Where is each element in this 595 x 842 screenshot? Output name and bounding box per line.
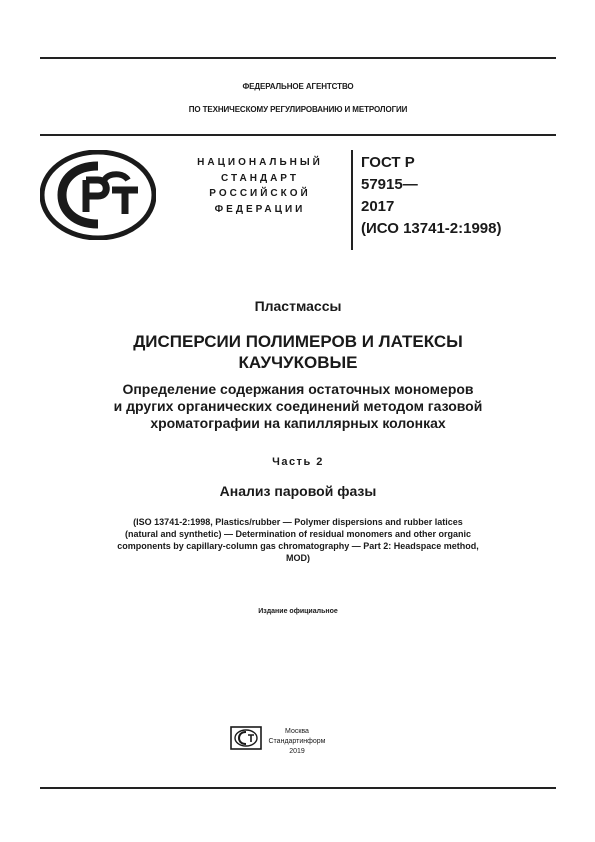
national-line: РОССИЙСКОЙ (209, 188, 311, 199)
national-line: ФЕДЕРАЦИИ (214, 203, 306, 215)
gost-number (361, 152, 501, 240)
gost-line: (ИСО 13741-2:1998) (361, 220, 502, 237)
agency-line-2: ПО ТЕХНИЧЕСКОМУ РЕГУЛИРОВАНИЮ И МЕТРОЛОГИИ (188, 105, 408, 114)
description-line: хроматографии на капиллярных колонках (150, 415, 446, 431)
document-title (40, 331, 556, 373)
publisher-city: Москва (285, 728, 309, 735)
iso-reference (62, 516, 534, 564)
publisher-year: 2019 (289, 748, 305, 755)
reference-line: (natural and synthetic) — Determination of residual monomers and other organic (124, 529, 472, 539)
title-line: КАУЧУКОВЫЕ (238, 353, 358, 372)
header-bottom-rule (40, 134, 556, 136)
gost-line: ГОСТ Р (361, 154, 415, 171)
document-description (40, 381, 556, 432)
publisher-name: Стандартинформ (268, 738, 326, 745)
publisher-logo-icon (230, 726, 262, 750)
publisher-block (262, 727, 332, 757)
title-line: ДИСПЕРСИИ ПОЛИМЕРОВ И ЛАТЕКСЫ (133, 332, 463, 351)
part-title: Анализ паровой фазы (219, 483, 377, 499)
description-line: и других органических соединений методом газовой (113, 398, 483, 414)
top-rule (40, 57, 556, 59)
rst-logo-icon (40, 150, 156, 240)
bottom-rule (40, 787, 556, 789)
national-line: СТАНДАРТ (221, 172, 299, 184)
national-standard-label (172, 155, 348, 217)
agency-line-1: ФЕДЕРАЛЬНОЕ АГЕНТСТВО (242, 82, 354, 91)
description-line: Определение содержания остаточных мономеров (122, 381, 474, 397)
document-subject: Пластмассы (254, 298, 342, 314)
gost-line: 57915— (361, 176, 418, 193)
reference-line: components by capillary-column gas chromatography — Part 2: Headspace method, (117, 541, 479, 551)
reference-line: MOD) (286, 553, 310, 563)
part-number: Часть 2 (272, 456, 324, 468)
edition-label: Издание официальное (258, 608, 338, 615)
national-line: НАЦИОНАЛЬНЫЙ (197, 157, 323, 168)
reference-line: (ISO 13741-2:1998, Plastics/rubber — Polymer dispersions and rubber latices (133, 517, 463, 527)
vertical-divider (351, 150, 353, 250)
gost-line: 2017 (361, 198, 395, 215)
